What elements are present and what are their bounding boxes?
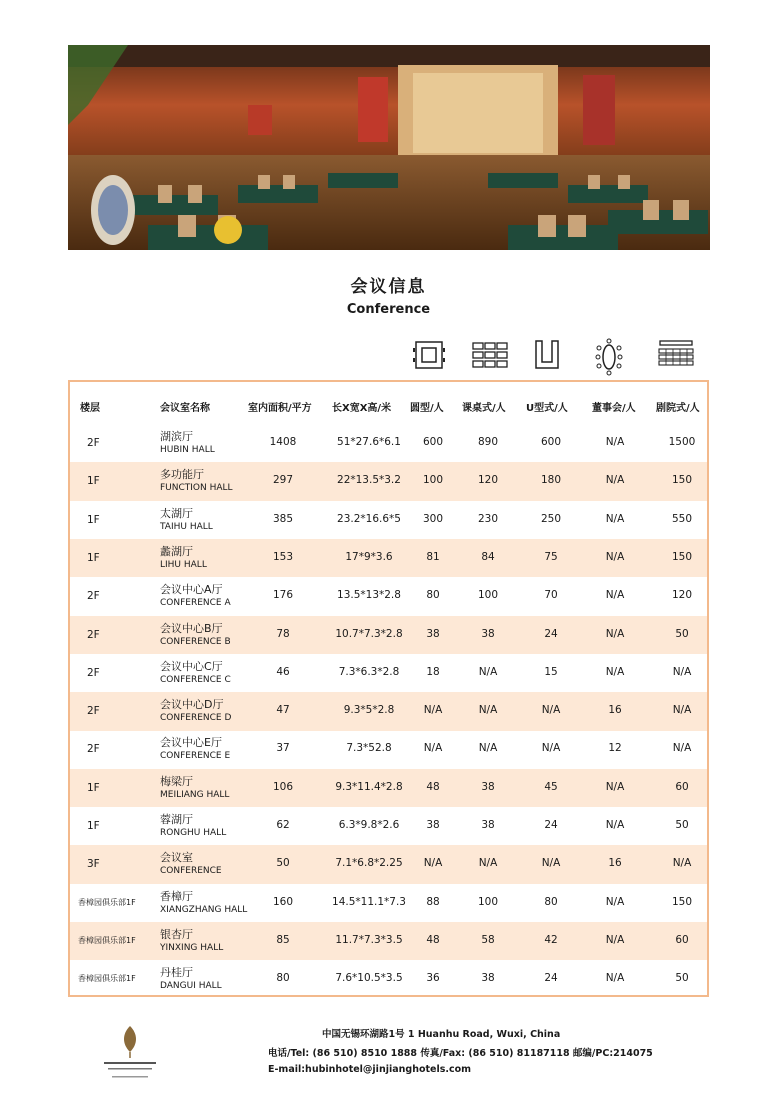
table-row — [70, 807, 707, 846]
ballroom-photo — [68, 45, 710, 250]
room-name-cn: 会议室 — [160, 851, 193, 865]
hotel-logo — [100, 1022, 160, 1082]
dimensions-cell: 13.5*13*2.8 — [337, 589, 401, 602]
table-row — [70, 769, 707, 808]
dimensions-cell: 17*9*3.6 — [345, 550, 393, 563]
round-cell: 38 — [426, 627, 440, 640]
round-cell: 80 — [426, 589, 440, 602]
room-name-en: FUNCTION HALL — [160, 483, 233, 494]
room-name-en: RONGHU HALL — [160, 828, 227, 838]
floor-cell: 1F — [87, 820, 100, 832]
room-name-en: CONFERENCE C — [160, 674, 231, 685]
round-cell: 300 — [422, 512, 444, 525]
room-name-cn: 会议中心C厅 — [160, 659, 223, 673]
round-cell: 38 — [426, 819, 440, 831]
classroom-cell: N/A — [478, 857, 498, 870]
table-row — [70, 692, 707, 731]
room-name-cn: 太湖厅 — [160, 506, 193, 520]
classroom-cell: 38 — [481, 627, 495, 640]
footer-email: E-mail:hubinhotel@jinjianghotels.com — [268, 1064, 472, 1075]
classroom-cell: 120 — [477, 474, 499, 487]
floor-cell: 1F — [87, 781, 100, 794]
room-name-en: CONFERENCE A — [160, 598, 231, 609]
round-cell: 100 — [422, 474, 444, 487]
header-dimensions: 长X宽X高/米 — [332, 403, 392, 414]
round-table-icon — [412, 338, 452, 372]
area-cell: 106 — [272, 780, 294, 793]
round-cell: N/A — [423, 704, 443, 717]
floor-cell: 2F — [87, 590, 100, 603]
room-name-en: TAIHU HALL — [160, 521, 213, 532]
table-row — [70, 884, 707, 923]
footer-phone: 电话/Tel: (86 510) 8510 1888 传真/Fax: (86 510) 81187118 邮编/PC:214075 — [268, 1048, 653, 1059]
boardroom-cell: N/A — [605, 589, 625, 602]
floor-cell: 香樟园俱乐部1F — [78, 935, 136, 945]
dimensions-cell: 7.3*52.8 — [346, 742, 392, 755]
header-boardroom: 董事会/人 — [592, 403, 636, 414]
dimensions-cell: 7.3*6.3*2.8 — [338, 665, 400, 678]
u-shape-cell: 80 — [544, 895, 558, 908]
area-cell: 50 — [276, 857, 290, 870]
round-cell: 48 — [426, 780, 440, 793]
u-shape-cell: 45 — [544, 780, 558, 793]
room-name-cn: 蓉湖厅 — [160, 813, 193, 826]
u-shape-cell: 75 — [544, 550, 558, 563]
area-cell: 80 — [276, 972, 290, 985]
u-shape-cell: 24 — [544, 627, 558, 640]
boardroom-icon — [594, 338, 634, 372]
classroom-cell: N/A — [478, 704, 498, 717]
theater-cell: 50 — [675, 972, 689, 985]
boardroom-cell: N/A — [605, 512, 625, 525]
classroom-cell: 38 — [481, 780, 495, 793]
conference-table — [68, 380, 709, 997]
u-shape-cell: 180 — [540, 474, 562, 487]
dimensions-cell: 23.2*16.6*5 — [337, 512, 401, 525]
area-cell: 37 — [276, 742, 290, 755]
floor-cell: 2F — [87, 666, 100, 679]
room-name-en: YINXING HALL — [160, 942, 224, 953]
boardroom-cell: N/A — [605, 436, 625, 448]
theater-cell: 60 — [675, 933, 689, 946]
room-name-cn: 银杏厅 — [160, 927, 193, 941]
boardroom-cell: 16 — [608, 857, 622, 870]
table-header — [70, 382, 707, 424]
area-cell: 385 — [272, 512, 294, 525]
u-shape-cell: N/A — [541, 704, 561, 717]
u-shape-cell: 600 — [540, 436, 562, 448]
room-name-cn: 会议中心A厅 — [160, 583, 223, 597]
dimensions-cell: 10.7*7.3*2.8 — [335, 627, 403, 640]
room-name-en: LIHU HALL — [160, 559, 207, 570]
classroom-cell: 38 — [481, 819, 495, 831]
table-row — [70, 922, 707, 961]
room-name-en: HUBIN HALL — [160, 445, 215, 455]
header-u-shape: U型式/人 — [526, 403, 568, 414]
area-cell: 160 — [272, 895, 294, 908]
u-shape-cell: 70 — [544, 589, 558, 602]
dimensions-cell: 11.7*7.3*3.5 — [335, 933, 403, 946]
theater-cell: 50 — [675, 819, 689, 831]
boardroom-cell: N/A — [605, 895, 625, 908]
area-cell: 62 — [276, 819, 290, 831]
area-cell: 47 — [276, 704, 290, 717]
table-row — [70, 654, 707, 693]
round-cell: N/A — [423, 857, 443, 870]
floor-cell: 1F — [87, 475, 100, 488]
area-cell: 153 — [272, 550, 294, 563]
floor-cell: 2F — [87, 628, 100, 641]
theater-cell: 550 — [671, 512, 693, 525]
room-name-en: MEILIANG HALL — [160, 789, 230, 800]
header-round: 圆型/人 — [410, 403, 444, 414]
header-theater: 剧院式/人 — [656, 403, 700, 414]
classroom-cell: 890 — [477, 436, 499, 448]
u-shape-cell: 15 — [544, 665, 558, 678]
theater-cell: 150 — [671, 895, 693, 908]
dimensions-cell: 7.6*10.5*3.5 — [335, 972, 403, 985]
table-row — [70, 539, 707, 578]
round-cell: 81 — [426, 550, 440, 563]
theater-icon — [656, 338, 696, 372]
u-shape-cell: 24 — [544, 819, 558, 831]
room-name-cn: 丹桂厅 — [160, 966, 193, 980]
theater-cell: N/A — [672, 704, 692, 717]
header-floor: 楼层 — [80, 403, 100, 414]
room-name-cn: 会议中心D厅 — [160, 698, 224, 712]
room-name-cn: 多功能厅 — [160, 468, 204, 482]
dimensions-cell: 51*27.6*6.1 — [337, 436, 401, 448]
room-name-cn: 香樟厅 — [160, 889, 193, 903]
boardroom-cell: N/A — [605, 780, 625, 793]
header-area: 室内面积/平方 — [248, 403, 312, 414]
theater-cell: N/A — [672, 857, 692, 870]
room-name-cn: 会议中心E厅 — [160, 736, 222, 750]
area-cell: 78 — [276, 627, 290, 640]
room-name-en: DANGUI HALL — [160, 981, 222, 992]
room-name-cn: 梅梁厅 — [160, 774, 193, 788]
dimensions-cell: 14.5*11.1*7.3 — [332, 895, 406, 908]
dimensions-cell: 9.3*5*2.8 — [343, 704, 395, 717]
classroom-cell: N/A — [478, 665, 498, 678]
theater-cell: 1500 — [668, 436, 696, 448]
round-cell: 18 — [426, 665, 440, 678]
boardroom-cell: N/A — [605, 819, 625, 831]
dimensions-cell: 7.1*6.8*2.25 — [335, 857, 403, 870]
area-cell: 85 — [276, 933, 290, 946]
floor-cell: 2F — [87, 437, 100, 449]
boardroom-cell: N/A — [605, 627, 625, 640]
room-name-en: CONFERENCE — [160, 866, 222, 877]
table-row — [70, 845, 707, 884]
floor-cell: 香樟园俱乐部1F — [78, 974, 136, 984]
u-shape-cell: N/A — [541, 857, 561, 870]
boardroom-cell: N/A — [605, 665, 625, 678]
area-cell: 46 — [276, 665, 290, 678]
classroom-cell: 100 — [477, 589, 499, 602]
boardroom-cell: N/A — [605, 474, 625, 487]
footer-address: 中国无锡环湖路1号 1 Huanhu Road, Wuxi, China — [322, 1029, 561, 1040]
table-row — [70, 501, 707, 540]
classroom-cell: 230 — [477, 512, 499, 525]
page-subtitle: Conference — [346, 302, 431, 317]
classroom-cell: 58 — [481, 933, 495, 946]
boardroom-cell: N/A — [605, 972, 625, 985]
u-shape-cell: N/A — [541, 742, 561, 755]
room-name-en: XIANGZHANG HALL — [160, 904, 248, 915]
dimensions-cell: 9.3*11.4*2.8 — [335, 780, 403, 793]
table-row — [70, 424, 707, 463]
u-shape-cell: 250 — [540, 512, 562, 525]
round-cell: 36 — [426, 972, 440, 985]
room-name-en: CONFERENCE D — [160, 713, 232, 724]
room-name-cn: 蠡湖厅 — [160, 544, 193, 558]
theater-cell: 60 — [675, 780, 689, 793]
boardroom-cell: 12 — [608, 742, 622, 755]
round-cell: 48 — [426, 933, 440, 946]
boardroom-cell: N/A — [605, 550, 625, 563]
u-shape-icon — [530, 338, 570, 372]
theater-cell: 150 — [671, 474, 693, 487]
room-name-cn: 湖滨厅 — [160, 430, 193, 443]
boardroom-cell: N/A — [605, 933, 625, 946]
room-name-en: CONFERENCE B — [160, 636, 231, 647]
classroom-icon — [470, 338, 510, 372]
theater-cell: N/A — [672, 665, 692, 678]
header-room-name: 会议室名称 — [160, 403, 210, 414]
classroom-cell: N/A — [478, 742, 498, 755]
round-cell: N/A — [423, 742, 443, 755]
header-classroom: 课桌式/人 — [462, 403, 506, 414]
u-shape-cell: 42 — [544, 933, 558, 946]
theater-cell: 50 — [675, 627, 689, 640]
floor-cell: 1F — [87, 551, 100, 564]
table-row — [70, 577, 707, 616]
table-row — [70, 616, 707, 655]
floor-cell: 1F — [87, 513, 100, 526]
u-shape-cell: 24 — [544, 972, 558, 985]
area-cell: 297 — [272, 474, 294, 487]
floor-cell: 2F — [87, 705, 100, 718]
table-row — [70, 960, 707, 999]
floor-cell: 3F — [87, 858, 100, 871]
dimensions-cell: 22*13.5*3.2 — [337, 474, 401, 487]
floor-cell: 2F — [87, 743, 100, 756]
round-cell: 600 — [422, 436, 444, 448]
theater-cell: 120 — [671, 589, 693, 602]
table-row — [70, 730, 707, 769]
room-name-cn: 会议中心B厅 — [160, 621, 223, 635]
room-name-en: CONFERENCE E — [160, 751, 231, 762]
dimensions-cell: 6.3*9.8*2.6 — [338, 819, 400, 831]
classroom-cell: 100 — [477, 895, 499, 908]
round-cell: 88 — [426, 895, 440, 908]
area-cell: 176 — [272, 589, 294, 602]
theater-cell: 150 — [671, 550, 693, 563]
boardroom-cell: 16 — [608, 704, 622, 717]
area-cell: 1408 — [269, 436, 297, 448]
classroom-cell: 84 — [481, 550, 495, 563]
table-row — [70, 462, 707, 501]
page-title: 会议信息 — [350, 277, 427, 297]
theater-cell: N/A — [672, 742, 692, 755]
classroom-cell: 38 — [481, 972, 495, 985]
floor-cell: 香樟园俱乐部1F — [78, 897, 136, 907]
